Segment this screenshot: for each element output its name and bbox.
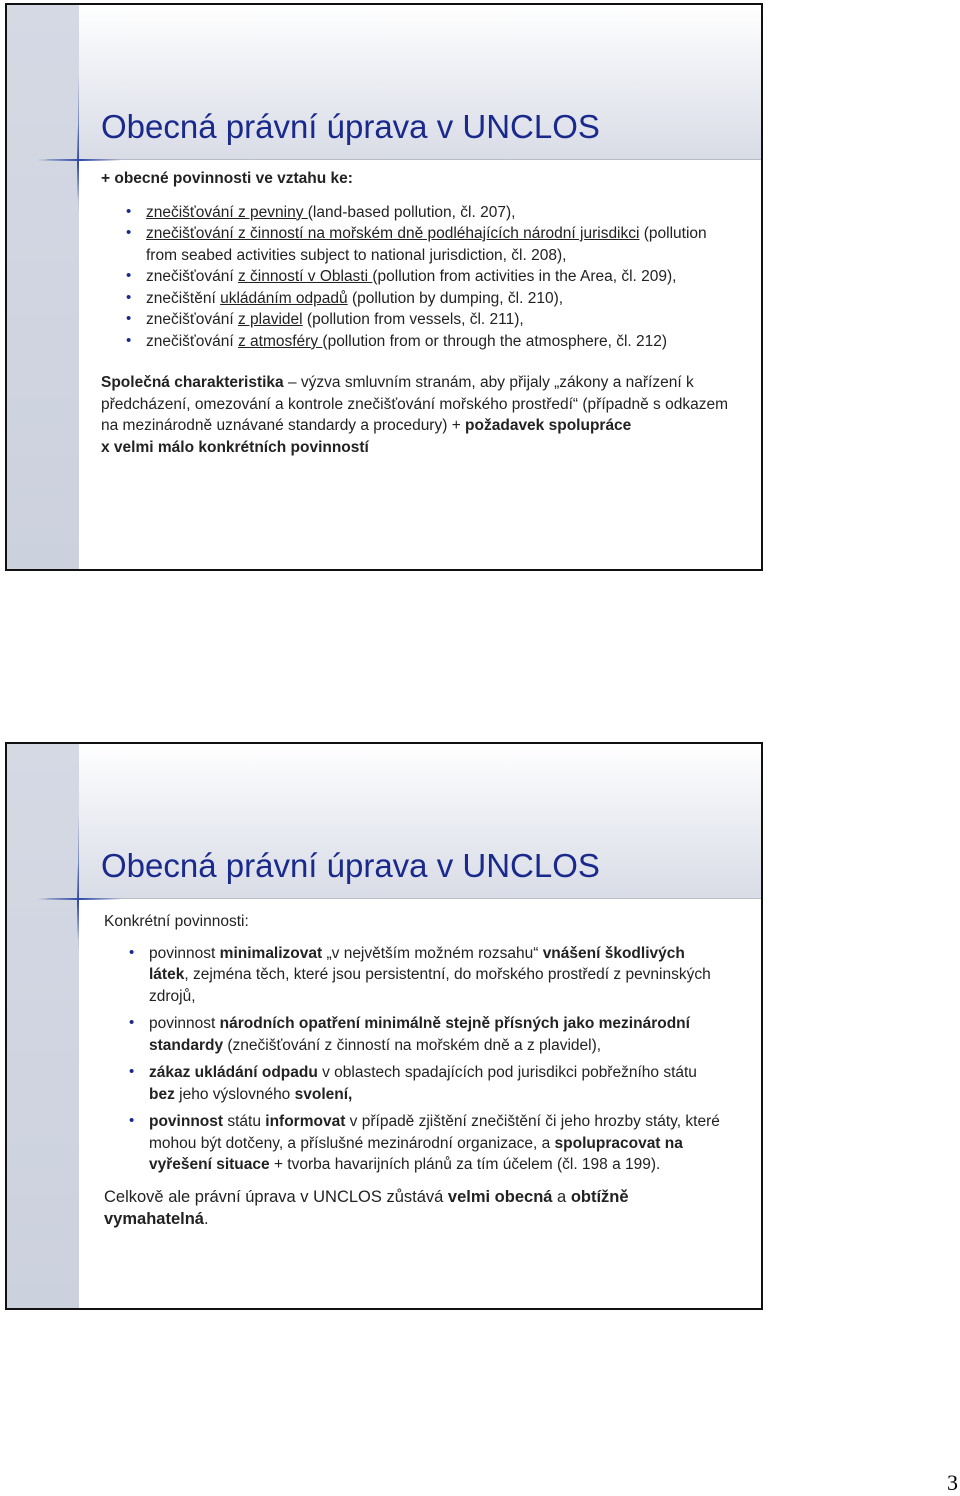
list-item: • znečišťování z plavidel (pollution from vessels, čl. 211),	[101, 309, 741, 331]
slide-left-band	[7, 5, 79, 569]
final-remark: Celkově ale právní úprava v UNCLOS zůstává velmi obecná a obtížně vymahatelná.	[104, 1187, 629, 1228]
decor-star-horizontal	[37, 898, 122, 900]
slide-content	[101, 168, 741, 458]
intro-line: + obecné povinnosti ve vztahu ke:	[101, 170, 353, 187]
common-characteristic: Společná charakteristika – výzva smluvním stranám, aby přijaly „zákony a nařízení k předcházení, omezování a kontrole znečišťování mořského prostředí“ (případně s odkazem na mezinárodně uznávané standardy a procedury) + požadavek spolupráce	[101, 374, 729, 434]
list-item: • povinnost minimalizovat „v největším možném rozsahu“ vnášení škodlivých látek, zejména těch, které jsou persistentní, do mořského prostředí z pevninských zdrojů,	[104, 943, 721, 1008]
decor-star-vertical	[77, 864, 79, 939]
list-item: • zákaz ukládání odpadu v oblastech spadajících pod jurisdikci pobřežního státu bez jeho výslovného svolení,	[104, 1062, 721, 1105]
page-number: 3	[947, 1470, 958, 1495]
list-item: • znečišťování z atmosféry (pollution from or through the atmosphere, čl. 212)	[101, 331, 741, 353]
decor-star-vertical	[77, 125, 79, 200]
slide-title: Obecná právní úprava v UNCLOS	[101, 847, 600, 884]
title-divider	[47, 898, 761, 899]
slide-2	[5, 742, 763, 1310]
obligations-list	[104, 943, 721, 1176]
slide-content	[104, 911, 721, 1230]
pollution-list	[101, 202, 741, 353]
slide-title: Obecná právní úprava v UNCLOS	[101, 108, 600, 145]
decor-star-horizontal	[37, 159, 122, 161]
list-item: • znečištění ukládáním odpadů (pollution by dumping, čl. 210),	[101, 288, 741, 310]
list-item: • znečišťování z činností v Oblasti (pollution from activities in the Area, čl. 209),	[101, 266, 741, 288]
list-item: • povinnost státu informovat v případě zjištění znečištění či jeho hrozby státy, které mohou být dotčeny, a příslušné mezinárodní organizace, a spolupracovat na vyřešení situace + tvorba havarijních plánů za tím účelem (čl. 198 a 199).	[104, 1111, 721, 1176]
slide-left-band	[7, 744, 79, 1308]
list-item: • povinnost národních opatření minimálně stejně přísných jako mezinárodní standardy (znečišťování z činností na mořském dně a z plavidel),	[104, 1013, 721, 1056]
list-item: • znečišťování z pevniny (land-based pollution, čl. 207),	[101, 202, 741, 224]
title-divider	[47, 159, 761, 160]
list-item: • znečišťování z činností na mořském dně podléhajících národní jurisdikci (pollution from seabed activities subject to national jurisdiction, čl. 208),	[101, 223, 741, 266]
obligations-heading: Konkrétní povinnosti:	[104, 913, 249, 930]
slide-1	[5, 3, 763, 571]
conclusion: x velmi málo konkrétních povinností	[101, 438, 369, 456]
